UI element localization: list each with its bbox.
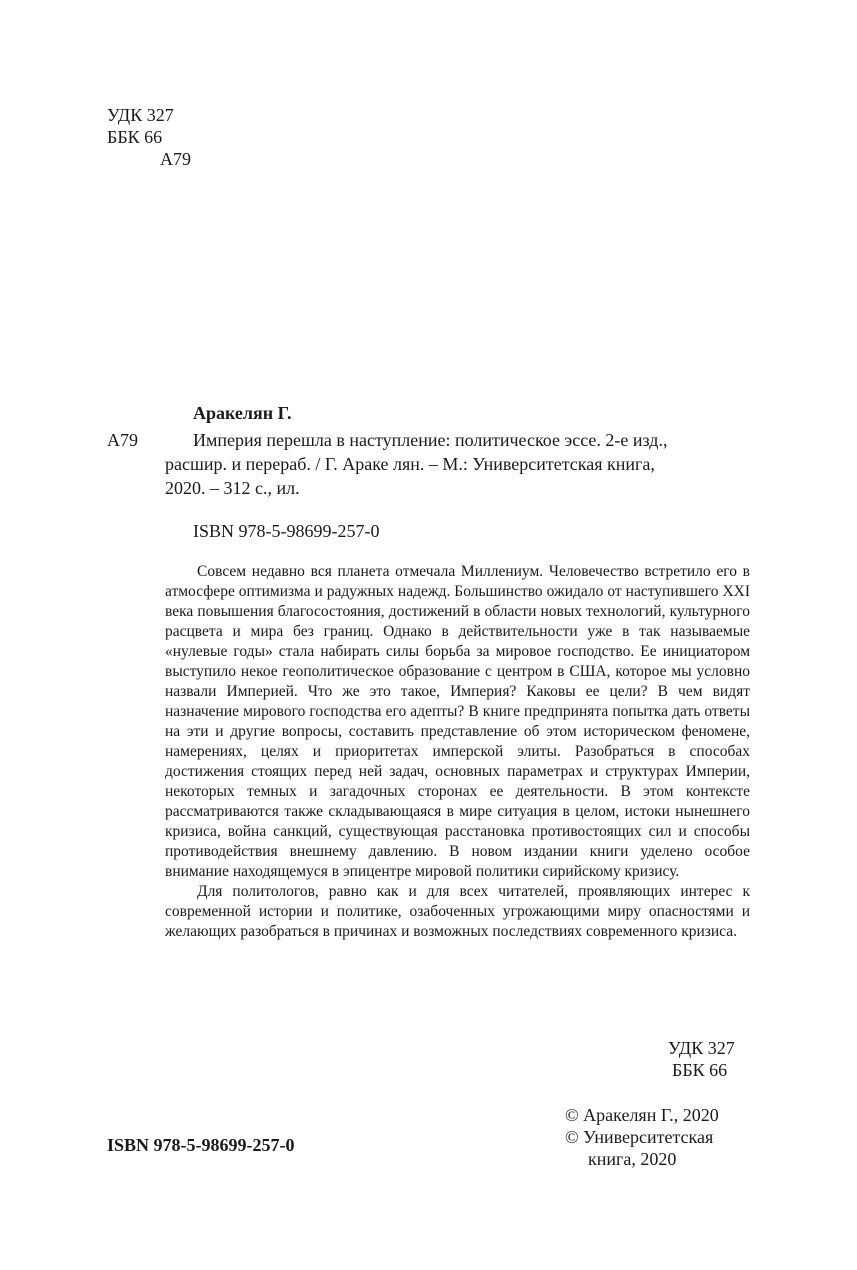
udk-code-top: УДК 327 bbox=[107, 105, 174, 125]
annotation-paragraph-2: Для политологов, равно как и для всех читателей, проявляющих интерес к современной истории и политике, озабоченных угрожающими миру опасностями и желающих разобраться в причинах и возможных последствиях современного кризиса. bbox=[165, 883, 750, 940]
cutter-code-card: А79 bbox=[107, 430, 138, 450]
udk-code-bottom: УДК 327 bbox=[668, 1038, 735, 1058]
annotation bbox=[165, 562, 750, 942]
bibliographic-title-line-3: 2020. – 312 с., ил. bbox=[165, 478, 300, 498]
copyright-publisher: © Университетская bbox=[565, 1127, 714, 1147]
bibliographic-title-line-2: расшир. и перераб. / Г. Араке лян. – М.: Университетская книга, bbox=[165, 454, 655, 474]
bbk-code-bottom: ББК 66 bbox=[672, 1060, 728, 1080]
bibliographic-title-line-1: Империя перешла в наступление: политическое эссе. 2-е изд., bbox=[193, 430, 668, 450]
author-name: Аракелян Г. bbox=[193, 403, 292, 423]
isbn-bold: ISBN 978-5-98699-257-0 bbox=[107, 1135, 295, 1155]
isbn-card: ISBN 978-5-98699-257-0 bbox=[193, 521, 380, 541]
copyright-author: © Аракелян Г., 2020 bbox=[565, 1105, 719, 1125]
copyright-publisher-year: книга, 2020 bbox=[588, 1149, 677, 1169]
cutter-code-top: А79 bbox=[160, 149, 191, 169]
annotation-paragraph-1: Совсем недавно вся планета отмечала Миллениум. Человечество встретило его в атмосфере оптимизма и радужных надежд. Большинство ожидало от наступившего XXI века повышения благосостояния, достижений в области новых технологий, культурного расцвета и мира без границ. Однако в действительности уже в так называемые «нулевые годы» стала набирать силы борьба за мировое господство. Ее инициатором выступило некое геополитическое образование с центром в США, которое мы условно назвали Империей. Что же это такое, Империя? Каковы ее цели? В чем видят назначение мирового господства его адепты? В книге предпринята попытка дать ответы на эти и другие вопросы, составить представление об этом историческом феномене, намерениях, целях и приоритетах имперской элиты. Разобраться в способах достижения стоящих перед ней задач, основных параметрах и структурах Империи, некоторых темных и загадочных сторонах ее деятельности. В этом контексте рассматриваются также складывающаяся в мире ситуация в целом, истоки нынешнего кризиса, война санкций, существующая расстановка противостоящих сил и способы противодействия внешнему давлению. В новом издании книги уделено особое внимание находящемуся в эпицентре мировой политики сирийскому кризису. bbox=[165, 563, 750, 880]
bbk-code-top: ББК 66 bbox=[107, 127, 163, 147]
